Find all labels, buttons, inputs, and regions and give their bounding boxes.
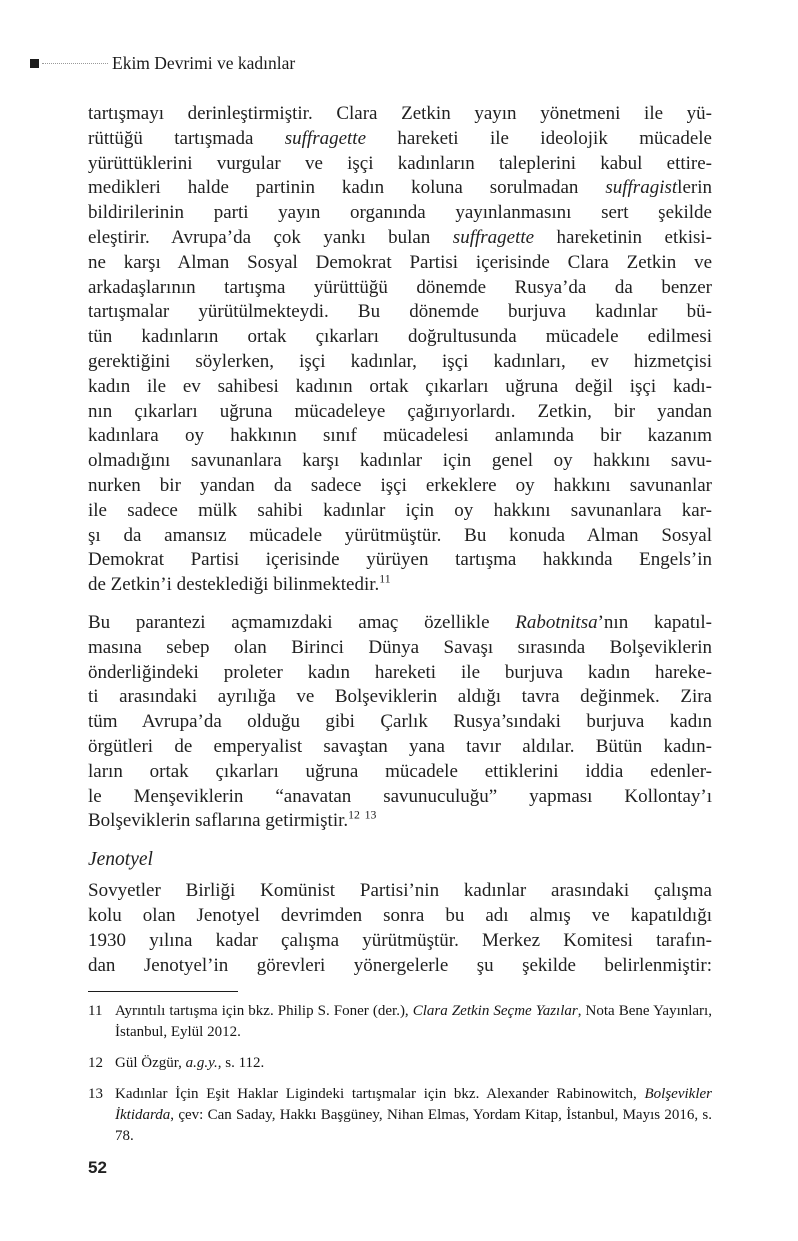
running-header — [30, 51, 295, 75]
text-run: medikleri halde partinin kadın koluna sorulmadan — [88, 177, 606, 199]
text-run: nurken bir yandan da sadece işçi erkeklere oy hakkını savunanlar — [88, 474, 712, 496]
text-line — [88, 276, 712, 301]
paragraph — [88, 102, 712, 598]
footnote-number: 12 — [88, 1055, 103, 1072]
text-line — [88, 449, 712, 474]
text-run: Gül Özgür, — [115, 1055, 186, 1072]
text-line — [88, 954, 712, 979]
text-line — [88, 300, 712, 325]
italic-text: suffragette — [452, 226, 535, 248]
text-run: ile sadece mülk sahibi kadınlar için oy hakkını savunanlara kar- — [88, 499, 712, 521]
italic-text: Clara Zetkin Seçme Yazılar — [412, 1003, 578, 1020]
italic-text: suffragist — [605, 177, 678, 199]
text-run: arkadaşlarının tartışma yürüttüğü dönemde Rusya’da da benzer — [88, 276, 712, 298]
text-run: Demokrat Partisi içerisinde yürüyen tartışma hakkında Engels’in — [88, 549, 712, 571]
italic-text: Bolşevikler İktidarda — [115, 1086, 712, 1124]
footnote-number: 13 — [88, 1086, 103, 1103]
text-line — [88, 350, 712, 375]
text-run: olmadığını savunanlara karşı kadınlar için genel oy hakkını savu- — [88, 450, 712, 472]
text-run: de Zetkin’i desteklediği bilinmektedir. — [88, 574, 380, 596]
section-marker-icon — [30, 59, 39, 68]
text-run: ’nın kapatıl- — [597, 611, 712, 633]
footnote — [88, 1084, 712, 1147]
text-run: önderliğindeki proleter kadın hareketi ile burjuva kadın hareke- — [88, 661, 712, 683]
footnote-reference: 11 — [379, 572, 391, 586]
text-run: tün kadınların ortak çıkarları doğrultusunda mücadele edilmesi — [88, 326, 712, 348]
text-run: lerin — [677, 177, 712, 199]
footnote-number: 11 — [88, 1003, 103, 1020]
text-line — [88, 611, 712, 636]
footnote-text — [115, 1084, 712, 1147]
text-line — [88, 325, 712, 350]
text-line — [88, 400, 712, 425]
text-line — [88, 152, 712, 177]
text-line — [88, 879, 712, 904]
italic-text: Rabotnitsa — [515, 611, 598, 633]
text-line — [88, 929, 712, 954]
text-line — [88, 735, 712, 760]
text-run: nın çıkarları uğruna mücadeleye çağırıyorlardı. Zetkin, bir yandan — [88, 400, 712, 422]
text-run: ne karşı Alman Sosyal Demokrat Partisi içerisinde Clara Zetkin ve — [88, 251, 712, 273]
text-run: , Nota Bene Yayınları, İstanbul, Eylül 2012. — [115, 1003, 712, 1041]
text-column — [88, 102, 712, 1157]
footnote-text — [115, 1001, 712, 1043]
text-run: Kadınlar İçin Eşit Haklar Ligindeki tartışmalar için bkz. Alexander Rabinowitch, — [115, 1086, 645, 1103]
text-run: Sovyetler Birliği Komünist Partisi’nin kadınlar arasındaki çalışma — [88, 880, 712, 902]
text-line — [88, 685, 712, 710]
text-line — [88, 201, 712, 226]
text-run: , s. 112. — [217, 1055, 265, 1072]
text-line — [88, 785, 712, 810]
italic-text: suffragette — [284, 127, 367, 149]
running-header-title: Ekim Devrimi ve kadınlar — [112, 52, 296, 73]
text-line — [88, 548, 712, 573]
text-line — [88, 904, 712, 929]
text-line — [88, 474, 712, 499]
page-number: 52 — [88, 1158, 107, 1177]
text-line — [88, 499, 712, 524]
text-run: le Menşeviklerin “anavatan savunuculuğu” yapması Kollontay’ı — [88, 785, 712, 807]
text-run: gerektiğini söylerken, işçi kadınlar, işçi kadınları, ev hizmetçisi — [88, 350, 712, 372]
text-run: hareketi ile ideolojik mücadele — [366, 127, 712, 149]
text-run: tartışmayı derinleştirmiştir. Clara Zetkin yayın yönetmeni ile yü- — [88, 103, 712, 124]
text-line — [88, 809, 712, 834]
text-run: Bolşeviklerin saflarına getirmiştir. — [88, 810, 349, 832]
text-line — [88, 636, 712, 661]
text-run: ti arasındaki ayrılığa ve Bolşeviklerin aldığı tavra değinmek. Zira — [88, 686, 712, 708]
footnote-reference: 13 — [364, 808, 377, 822]
text-run: kadınlara oy hakkının sınıf mücadelesi anlamında bir kazanım — [88, 425, 712, 447]
text-run: kadın ile ev sahibesi kadının ortak çıkarları uğruna değil işçi kadı- — [88, 375, 712, 397]
text-line — [88, 251, 712, 276]
text-run: şı da amansız mücadele yürütmüştür. Bu konuda Alman Sosyal — [88, 524, 712, 546]
text-run: Bu parantezi açmamızdaki amaç özellikle — [88, 611, 516, 633]
text-run: tartışmalar yürütülmekteydi. Bu dönemde burjuva kadınlar bü- — [88, 301, 712, 323]
text-run: kolu olan Jenotyel devrimden sonra bu adı almış ve kapatıldığı — [88, 904, 712, 926]
paragraph — [88, 879, 712, 978]
text-line — [88, 226, 712, 251]
text-line — [88, 375, 712, 400]
italic-text: a.g.y. — [185, 1055, 218, 1072]
text-line — [88, 102, 712, 127]
text-run: bildirilerinin parti yayın organında yayınlanmasını sert şekilde — [88, 202, 712, 224]
text-line — [88, 127, 712, 152]
text-line — [88, 424, 712, 449]
text-line — [88, 710, 712, 735]
text-run: masına sebep olan Birinci Dünya Savaşı sırasında Bolşeviklerin — [88, 636, 712, 658]
header-dotted-rule — [42, 63, 108, 64]
paragraph — [88, 611, 712, 834]
text-run: ların ortak çıkarları uğruna mücadele ettiklerini iddia edenler- — [88, 760, 712, 782]
section-heading: Jenotyel — [88, 849, 153, 871]
footnote-reference: 12 — [348, 808, 360, 822]
text-run: , çev: Can Saday, Hakkı Başgüney, Nihan Elmas, Yordam Kitap, İstanbul, Mayıs 2016, s. 78. — [115, 1107, 712, 1145]
text-run: 1930 yılına kadar çalışma yürütmüştür. Merkez Komitesi tarafın- — [88, 929, 712, 951]
footnote-text — [115, 1053, 712, 1074]
footnote — [88, 1053, 712, 1074]
footnotes — [88, 1001, 712, 1147]
footnote — [88, 1001, 712, 1043]
text-line — [88, 573, 712, 598]
text-run: yürüttüklerini vurgular ve işçi kadınların taleplerini kabul ettire- — [88, 152, 712, 174]
text-run: örgütleri de emperyalist savaştan yana tavır aldılar. Bütün kadın- — [88, 735, 712, 757]
text-run: hareketinin etkisi- — [534, 226, 712, 248]
text-run: Ayrıntılı tartışma için bkz. Philip S. Foner (der.), — [115, 1003, 413, 1020]
text-line — [88, 661, 712, 686]
text-line — [88, 760, 712, 785]
text-run: rüttüğü tartışmada — [88, 127, 285, 149]
footnote-separator — [88, 991, 238, 992]
text-line — [88, 176, 712, 201]
text-run: eleştirir. Avrupa’da çok yankı bulan — [88, 226, 453, 248]
text-run: tüm Avrupa’da olduğu gibi Çarlık Rusya’sındaki burjuva kadın — [88, 711, 712, 733]
text-run: dan Jenotyel’in görevleri yönergelerle şu şekilde belirlenmiştir: — [88, 954, 712, 976]
text-line — [88, 524, 712, 549]
